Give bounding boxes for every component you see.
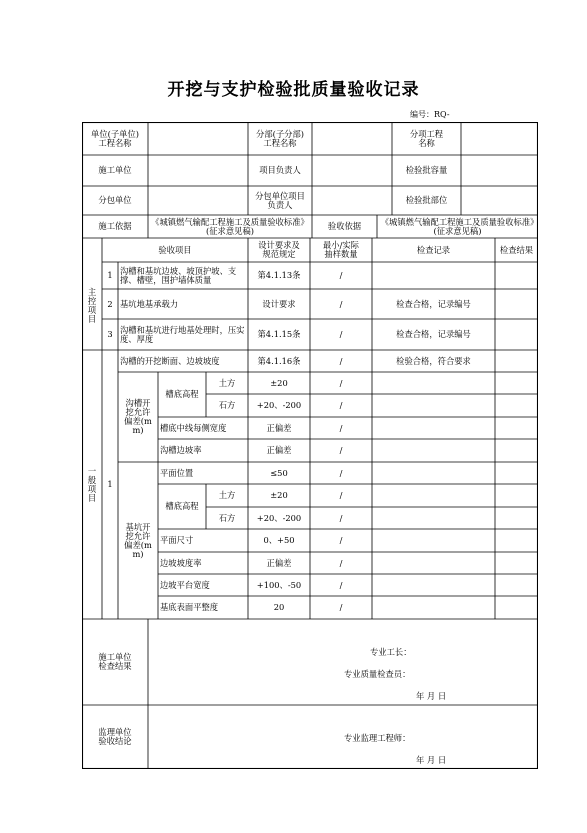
acceptance-basis-value: 《城镇燃气输配工程施工及质量验收标准》(征求意见稿) [380,216,535,236]
main-row-record [372,262,495,289]
project-leader-label: 项目负责人 [259,165,301,175]
main-row-req: 第4.1.15条 [257,329,301,339]
record-number: 编号：RQ- [410,110,450,119]
trench-soil: 土方 [218,377,236,388]
main-row-req: 设计要求 [262,298,296,309]
trench-slope-item: 沟槽边坡率 [160,445,202,455]
pit-soil-sample: / [339,490,343,500]
col-requirement: 设计要求及 规范规定 [258,240,300,259]
general-slope-sample: / [339,355,343,366]
col-record: 检查记录 [416,244,451,255]
main-row-item: 沟槽和基坑进行地基处理时，压实度、厚度 [120,324,245,344]
pit-rock-req: +20、-200 [256,512,302,523]
sub-leader-label: 分包单位项目 负责人 [255,190,305,210]
trench-soil-req: ±20 [270,377,288,388]
pit-slope-sample: / [339,557,343,568]
pit-slope-item: 边坡坡度率 [160,557,202,568]
part-name-label: 分部(子分部) 工程名称 [256,128,304,148]
pit-deviation-group: 基坑开挖允许偏差(mm) [124,521,152,559]
part-name-value[interactable] [312,122,392,155]
sub-unit-label: 分包单位 [98,195,132,205]
general-items-label: 一般项目 [87,465,97,503]
pit-size-req: 0、+50 [263,535,295,545]
trench-base-elevation: 槽底高程 [165,389,199,399]
main-row-sample: / [339,298,343,309]
construction-check-date: 年 月 日 [416,691,447,701]
construction-basis-value: 《城镇燃气输配工程施工及质量验收标准》(征求意见稿) [151,216,309,236]
pit-platform-sample: / [339,579,343,590]
main-row-sample: / [339,329,343,339]
batch-location-label: 检验批部位 [405,195,448,205]
pit-flatness-req: 20 [273,602,285,612]
pit-flatness-sample: / [339,602,343,612]
main-row-sample: / [339,270,343,280]
supervision-date: 年 月 日 [416,755,447,765]
inspector-signature: 专业质量检查员： [344,669,411,679]
construction-check-label: 施工单位 检查结果 [98,652,132,671]
main-row-req: 第4.1.13条 [257,270,301,280]
trench-rock-sample: / [339,400,343,410]
main-row-no: 2 [107,298,113,309]
general-row-no: 1 [107,479,113,489]
pit-flatness-item: 基底表面平整度 [160,602,219,612]
item-name-label: 分项工程 名称 [409,128,444,148]
main-row-record: 检查合格，记录编号 [396,329,471,339]
main-row-item: 沟槽和基坑边坡、坡顶护坡、支撑、槽壁，围护墙体质量 [120,265,237,285]
trench-width-req: 正偏差 [266,422,292,433]
supervision-label: 监理单位 验收结论 [98,727,132,746]
main-row-item: 基坑地基承载力 [120,298,179,309]
trench-soil-sample: / [339,377,343,388]
trench-width-sample: / [339,422,343,433]
pit-rock: 石方 [218,512,236,523]
trench-rock: 石方 [218,400,236,410]
pit-soil: 土方 [218,490,236,500]
main-row-record: 检查合格，记录编号 [396,298,471,309]
pit-soil-req: ±20 [270,490,288,500]
pit-position-sample: / [339,467,343,478]
general-slope-item: 沟槽的开挖断面、边坡坡度 [120,355,220,366]
col-sample: 最小/实际 抽样数量 [323,240,359,259]
main-control-label: 主控项目 [87,287,97,324]
pit-platform-item: 边坡平台宽度 [160,579,210,590]
item-name-value[interactable] [461,122,538,155]
pit-size-sample: / [339,535,343,545]
col-result: 检查结果 [499,244,534,255]
pit-rock-sample: / [339,512,343,523]
main-row-no: 3 [107,329,113,339]
trench-width-item: 槽底中线每侧宽度 [160,422,227,433]
trench-slope-req: 正偏差 [266,445,292,455]
trench-rock-req: +20、-200 [256,400,302,410]
pit-base-elevation: 槽底高程 [165,501,199,511]
pit-position-req: ≤50 [270,467,288,478]
main-row-no: 1 [107,270,113,280]
pit-slope-req: 正偏差 [266,557,292,568]
page-title: 开挖与支护检验批质量验收记录 [167,80,420,100]
acceptance-basis-label: 验收依据 [327,221,362,231]
acceptance-record-table [82,122,538,769]
pit-size-item: 平面尺寸 [160,535,194,545]
batch-capacity-label: 检验批容量 [405,165,448,175]
construction-unit-label: 施工单位 [98,165,132,175]
unit-name-value[interactable] [148,122,248,155]
trench-deviation-group: 沟槽开挖允许偏差(mm) [124,398,152,435]
trench-slope-sample: / [339,445,343,455]
construction-basis-label: 施工依据 [98,221,132,231]
col-item: 验收项目 [158,244,192,255]
pit-position-item: 平面位置 [160,467,194,478]
supervision-engineer-signature: 专业监理工程师： [344,733,411,743]
unit-name-label: 单位(子单位) 工程名称 [91,128,139,148]
foreman-signature: 专业工长： [370,647,412,657]
general-slope-req: 第4.1.16条 [257,355,301,366]
general-slope-record: 检验合格，符合要求 [396,355,471,366]
pit-platform-req: +100、-50 [256,579,302,590]
